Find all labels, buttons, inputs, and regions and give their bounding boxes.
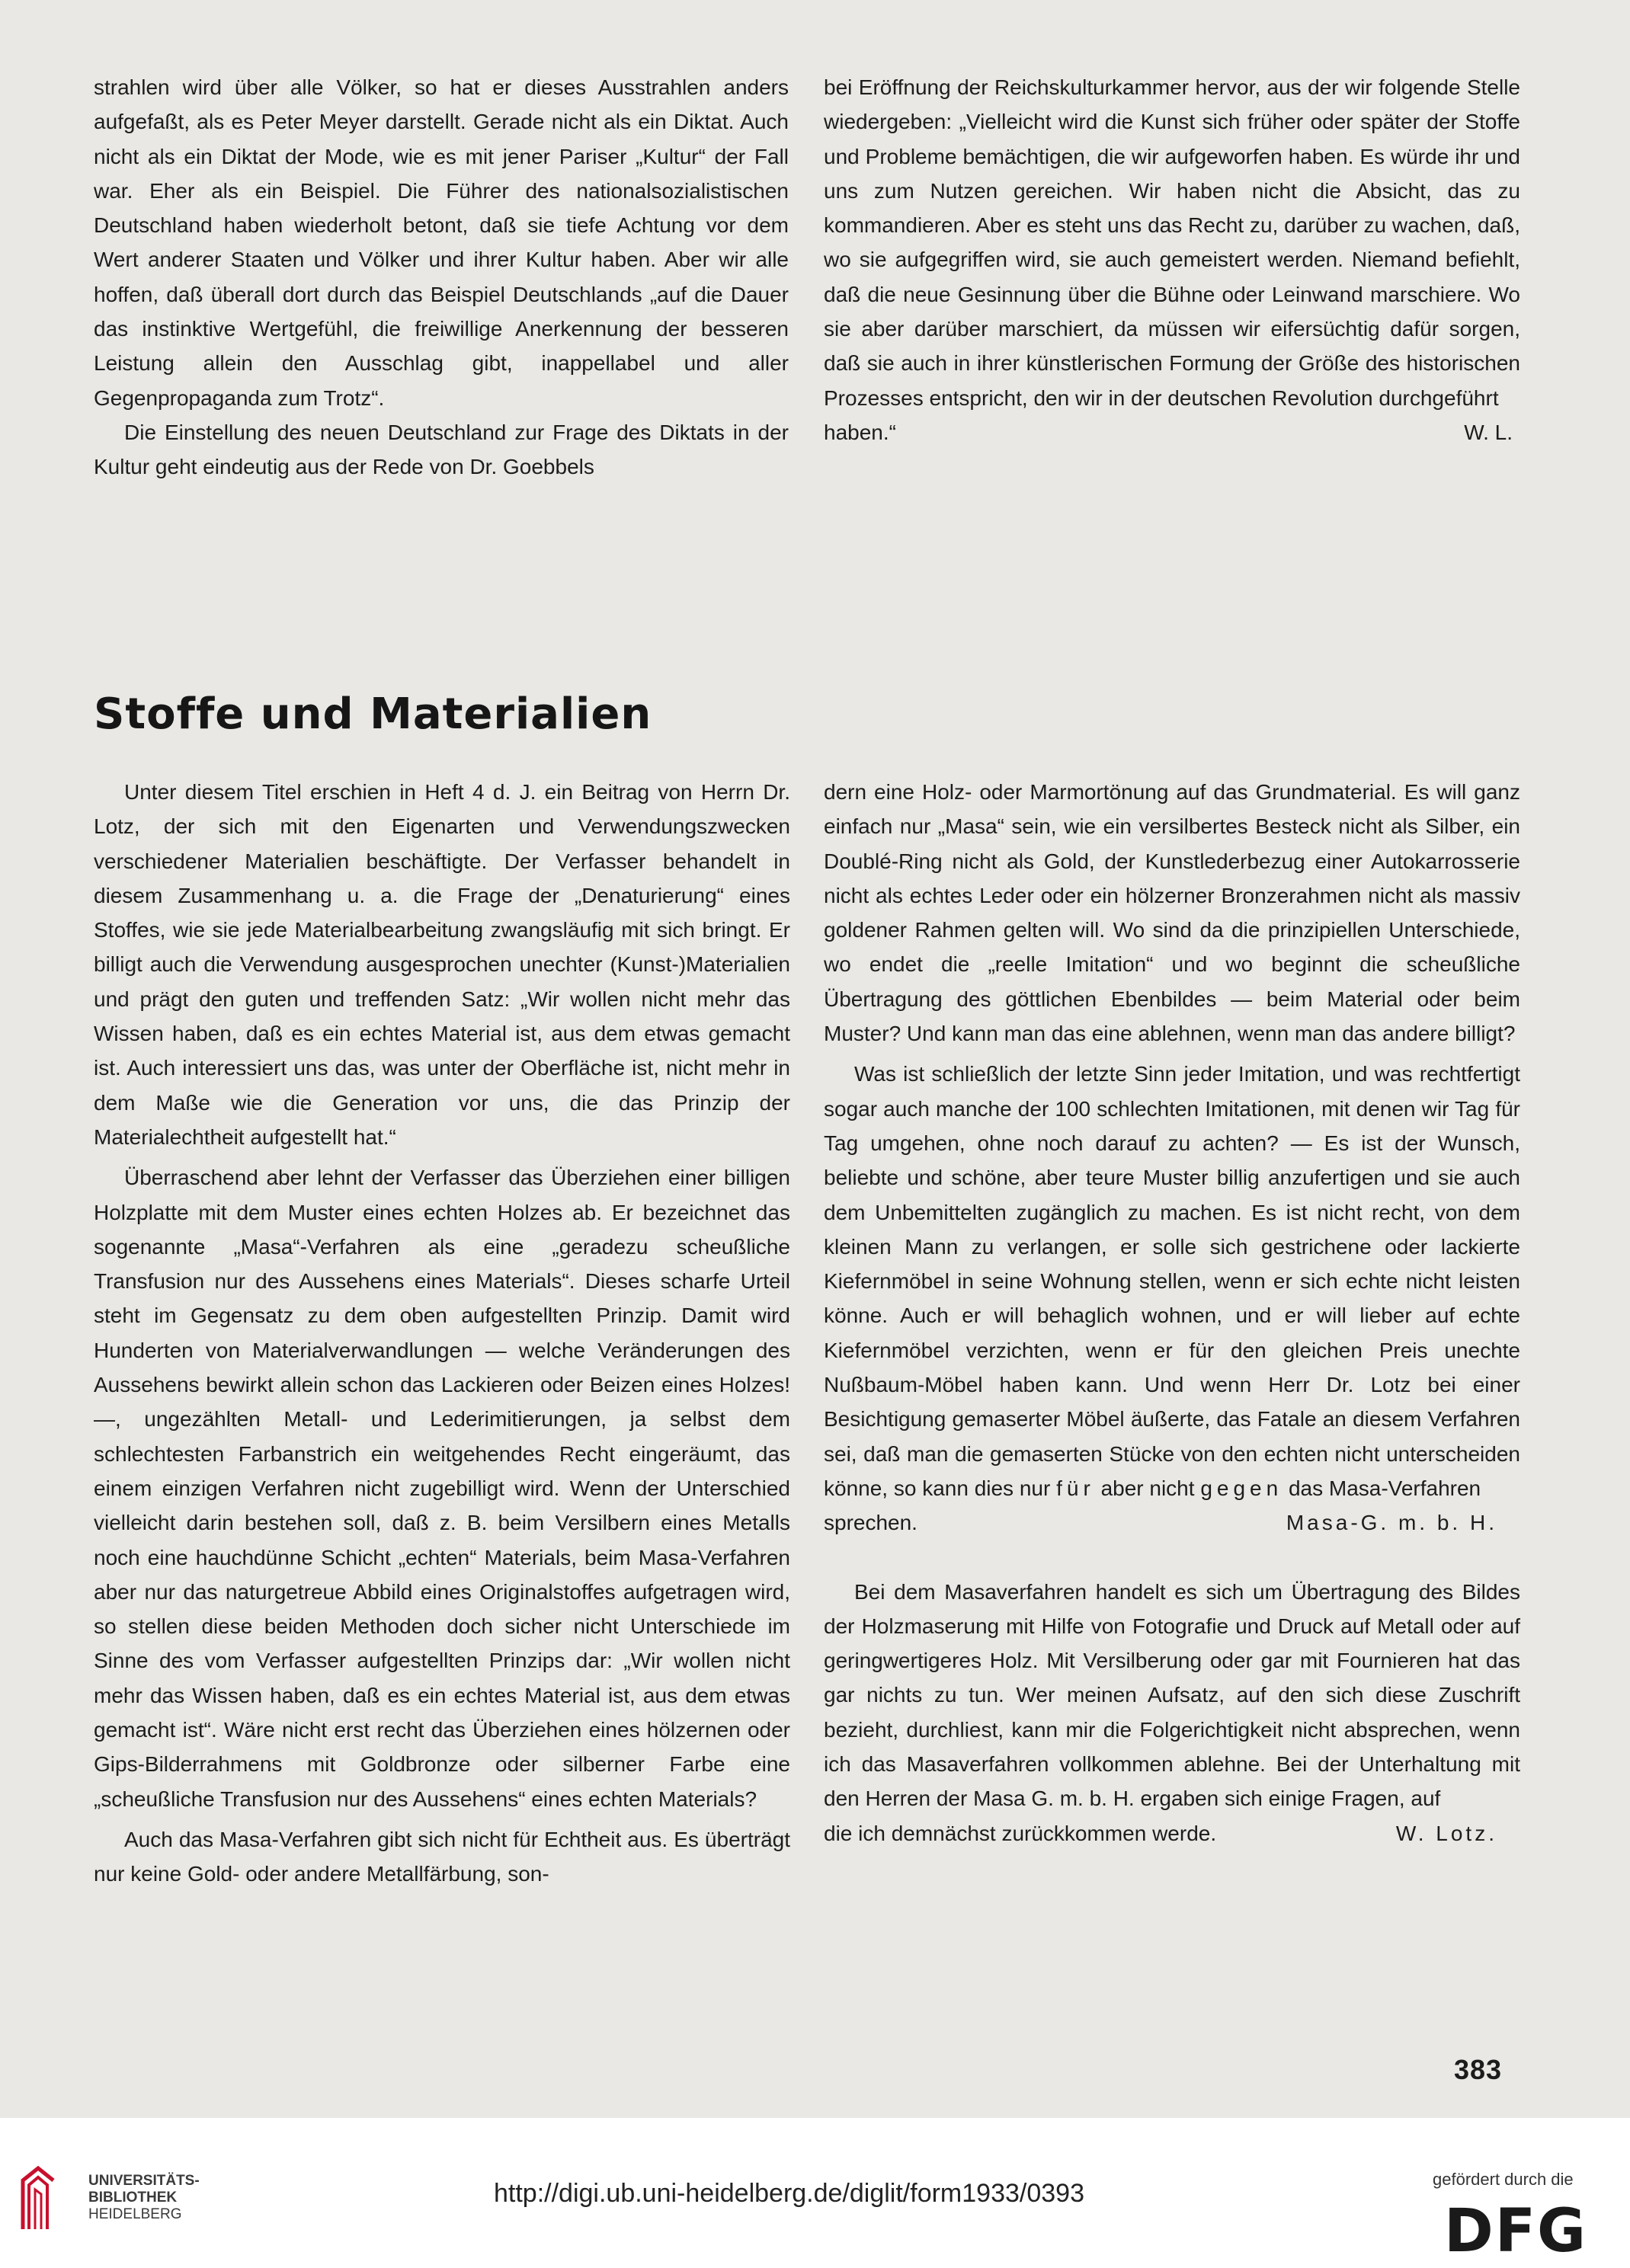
- top-left-column: [94, 70, 789, 485]
- paragraph-text: das Masa-Verfahren: [1288, 1476, 1481, 1500]
- paragraph: Bei dem Masaverfahren handelt es sich um Übertragung des Bildes der Holzmaserung mit Hilfe von Fotografie und Druck auf Metall oder auf geringwertigeres Holz. Mit Versilberung oder gar mit Fournieren hat das gar nichts zu tun. Wer meinen Aufsatz, auf den sich diese Zuschrift bezieht, durchliest, kann mir die Folgerichtigkeit nicht absprechen, wenn ich das Masaverfahren vollkommen ablehne. Bei der Unterhaltung mit den Herren der Masa G. m. b. H. ergaben sich einige Fragen, auf: [824, 1579, 1520, 1811]
- signature-line: [824, 1816, 1520, 1851]
- signature-line: [824, 1505, 1520, 1540]
- library-name-line: UNIVERSITÄTS-: [88, 2173, 200, 2189]
- closing-text: die ich demnächst zurückkommen werde.: [824, 1821, 1217, 1845]
- paragraph-text: aber nicht: [1100, 1476, 1195, 1500]
- funding-caption: gefördert durch die: [1433, 2170, 1574, 2189]
- library-name-line: BIBLIOTHEK: [88, 2190, 178, 2206]
- library-name: [88, 2173, 200, 2223]
- paragraph: bei Eröffnung der Reichskulturkammer hervor, aus der wir folgende Stelle wiedergeben: „Vielleicht wird die Kunst sich früher oder später der Stoffe und Probleme bemächtigen, die wir aufgeworfen haben. Es würde ihr und uns zum Nutzen gereichen. Wir haben nicht die Absicht, das zu kommandieren. Aber es steht uns das Recht zu, darüber zu wachen, daß, wo sie aufgegriffen wird, sie auch gemeistert werden. Niemand befiehlt, daß die neue Gesinnung über die Bühne oder Leinwand marschiere. Wo sie aber darüber marschiert, da müssen wir eifersüchtig dafür sorgen, daß sie auch in ihrer künstlerischen Formung der Größe des historischen Prozesses entspricht, den wir in der deutschen Revolution durchgeführt: [824, 75, 1520, 410]
- author-signature: W. Lotz.: [1395, 1821, 1497, 1845]
- paragraph: Unter diesem Titel erschien in Heft 4 d. J. ein Beitrag von Herrn Dr. Lotz, der sich mit den Eigenarten und Verwendungszwecken verschiedener Materialien beschäftigte. Der Verfasser behandelt in diesem Zusammenhang u. a. die Frage der „Denaturierung“ eines Stoffes, wie sie jede Materialbearbeitung zwangsläufig mit sich bringt. Er billigt auch die Verwendung ausgesprochen unechter (Kunst-)Materialien und prägt den guten und treffenden Satz: „Wir wollen nicht mehr das Wissen haben, daß es ein echtes Material ist, aus dem etwas gemacht ist. Auch interessiert uns das, was unter der Oberfläche ist, nicht mehr in dem Maße wie die Generation vor uns, die das Prinzip der Materialechtheit aufgestellt hat.“: [94, 780, 790, 1149]
- paragraph: [824, 1057, 1520, 1505]
- closing-text: haben.“: [824, 420, 896, 444]
- paragraph: Auch das Masa-Verfahren gibt sich nicht für Echtheit aus. Es überträgt nur keine Gold- oder andere Metallfärbung, son-: [94, 1827, 790, 1886]
- emphasis-fuer: für: [1056, 1476, 1095, 1500]
- closing-text: sprechen.: [824, 1511, 917, 1535]
- author-signature: W. L.: [1464, 420, 1513, 444]
- company-signature: Masa-G. m. b. H.: [1286, 1511, 1497, 1535]
- emphasis-gegen: gegen: [1200, 1476, 1283, 1500]
- main-right-column: [824, 775, 1520, 1851]
- library-name-line: HEIDELBERG: [88, 2206, 182, 2222]
- paragraph: dern eine Holz- oder Marmortönung auf das Grundmaterial. Es will ganz einfach nur „Masa“ sein, wie ein versilbertes Besteck nicht als Silber, ein Doublé-Ring nicht als Gold, der Kunstlederbezug einer Autokarrosserie nicht als echtes Leder oder ein hölzerner Bronzerahmen nicht als massiv goldener Rahmen gelten will. Wo sind da die prinzipiellen Unterschiede, wo endet die „reelle Imitation“ und wo beginnt die scheußliche Übertragung des göttlichen Ebenbildes — beim Material oder beim Muster? Und kann man das eine ablehnen, wenn man das andere billigt?: [824, 780, 1520, 1046]
- page-number: 383: [1454, 2054, 1503, 2085]
- signature-line: [824, 415, 1520, 449]
- paragraph: strahlen wird über alle Völker, so hat er dieses Ausstrahlen anders aufgefaßt, als es Peter Meyer darstellt. Gerade nicht als ein Diktat. Auch nicht als ein Diktat der Mode, wie es mit jener Pariser „Kultur“ der Fall war. Eher als ein Beispiel. Die Führer des nationalsozialistischen Deutschland haben wiederholt betont, daß sie tiefe Achtung vor dem Wert anderer Staaten und Völker und ihrer Kultur haben. Aber wir alle hoffen, daß überall dort durch das Beispiel Deutschlands „auf die Dauer das instinktive Wertgefühl, die freiwillige Anerkennung der besseren Leistung allein den Ausschlag gibt, inappellabel und aller Gegenpropaganda zum Trotz“.: [94, 75, 789, 410]
- paragraph-text: Was ist schließlich der letzte Sinn jeder Imitation, und was rechtfertigt sogar auch manche der 100 schlechten Imitationen, mit denen wir Tag für Tag umgehen, ohne noch darauf zu achten? — Es ist der Wunsch, beliebte und schöne, aber teure Muster billig anzufertigen und sie auch dem Unbemittelten zugänglich zu machen. Es ist nicht recht, von dem kleinen Mann zu verlangen, er solle sich gestrichene oder lackierte Kiefernmöbel in seine Wohnung stellen, wenn er sich echte nicht leisten könne. Auch er will behaglich wohnen, und er will lieber auf echte Kiefernmöbel verzichten, wenn er für den gleichen Preis unechte Nußbaum-Möbel haben kann. Und wenn Herr Dr. Lotz bei einer Besichtigung gemaserter Möbel äußerte, das Fatale an diesem Verfahren sei, daß man die gemaserten Stücke von den echten nicht unterscheiden könne, so kann dies nur: [824, 1062, 1520, 1500]
- source-url-link[interactable]: http://digi.ub.uni-heidelberg.de/diglit/form1933/0393: [494, 2179, 1084, 2208]
- paragraph: Überraschend aber lehnt der Verfasser das Überziehen einer billigen Holzplatte mit dem Muster eines echten Holzes ab. Er bezeichnet das sogenannte „Masa“-Verfahren als eine „geradezu scheußliche Transfusion nur des Aussehens eines Materials“. Dieses scharfe Urteil steht im Gegensatz zu dem oben aufgestellten Prinzip. Damit wird Hunderten von Materialverwandlungen — welche Veränderungen des Aussehens bewirkt allein schon das Lackieren oder Beizen eines Holzes! —, ungezählten Metall- und Lederimitierungen, ja selbst dem schlechtesten Farbanstrich ein weitgehendes Recht eingeräumt, das einem einzigen Verfahren nicht zugebilligt wird. Wenn der Unterschied vielleicht darin bestehen soll, daß z. B. beim Versilbern eines Metalls noch eine hauchdünne Schicht „echten“ Materials, beim Masa-Verfahren aber nur das naturgetreue Abbild eines Originalstoffes aufgetragen wird, so stellen diese beiden Methoden doch sicher nicht Unterschiede im Sinne des vom Verfasser aufgestellten Prinzips dar: „Wir wollen nicht mehr das Wissen haben, daß es ein echtes Material ist, aus dem etwas gemacht ist“. Wäre nicht erst recht das Überziehen eines hölzernen oder Gips-Bilderrahmens mit Goldbronze oder silberner Farbe eine „scheußliche Transfusion nur des Aussehens“ eines echten Materials?: [94, 1166, 790, 1811]
- ub-heidelberg-logo-icon: [18, 2164, 58, 2232]
- top-right-column: [824, 70, 1520, 449]
- article-heading: Stoffe und Materialien: [94, 689, 652, 739]
- paragraph: Die Einstellung des neuen Deutschland zur Frage des Diktats in der Kultur geht eindeutig aus der Rede von Dr. Goebbels: [94, 420, 789, 479]
- dfg-logo: DFG: [1444, 2197, 1588, 2266]
- main-left-column: [94, 775, 790, 1892]
- digitization-footer: [0, 2118, 1630, 2268]
